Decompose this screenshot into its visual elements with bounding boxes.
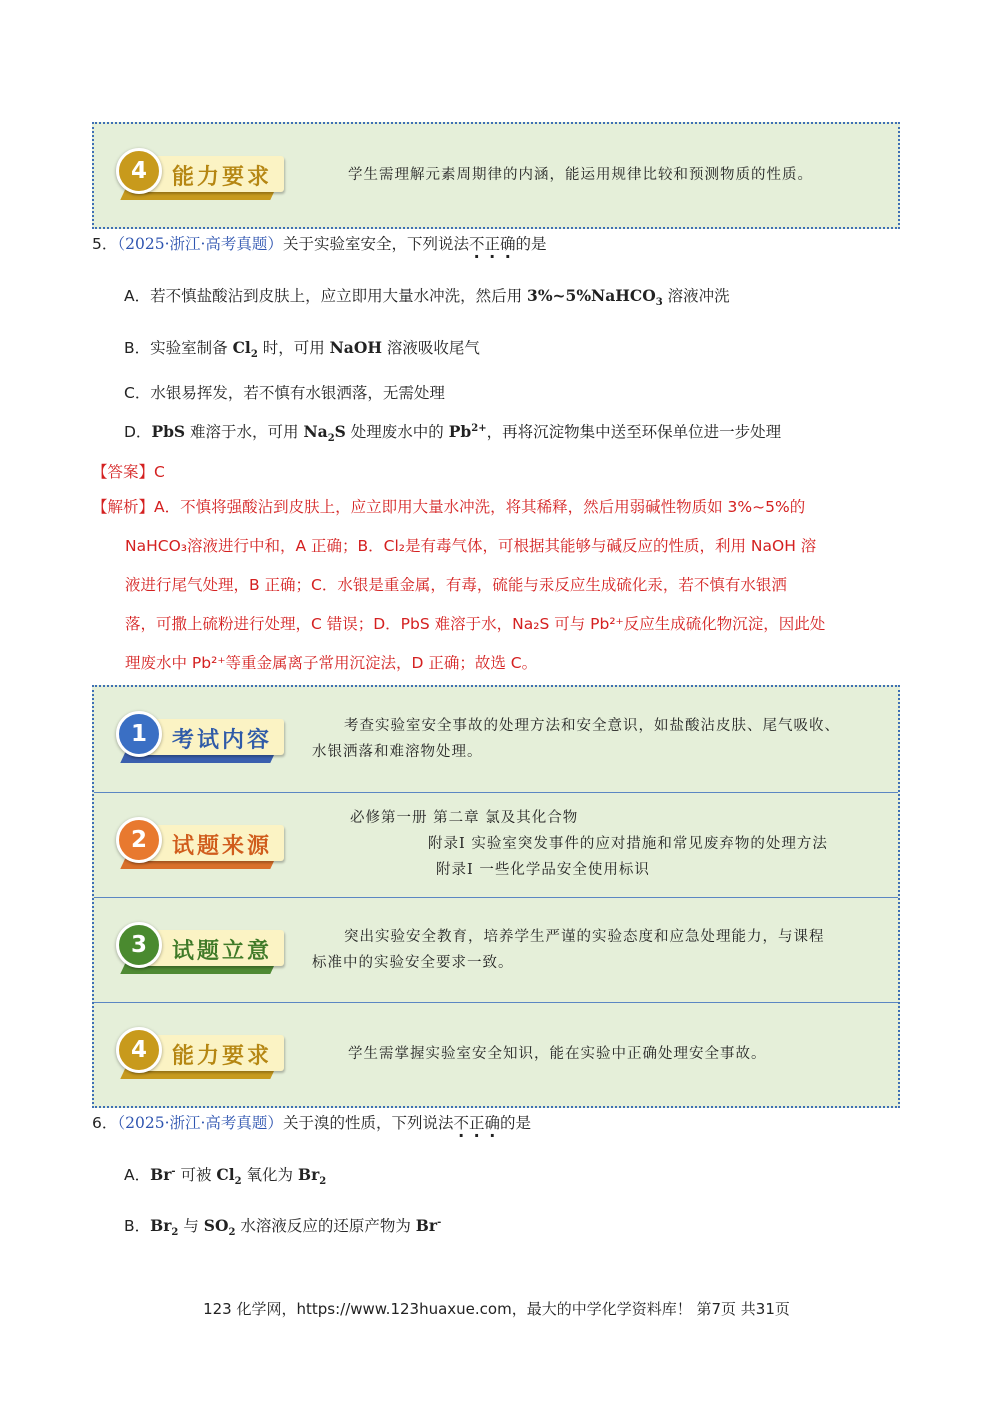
option-a: A．若不慎盐酸沾到皮肤上，应立即用大量水冲洗，然后用 3%~5%NaHCO$_3$ 溶液冲洗 — [124, 286, 730, 309]
badge-capability-2: 4 能力要求 — [116, 1027, 284, 1081]
question-source: （2025·浙江·高考真题） — [117, 235, 283, 253]
page-footer: 123 化学网，https://www.123huaxue.com，最大的中学化学资料库！ 第7页 共31页 — [203, 1300, 790, 1318]
badge-exam-content: 1 考试内容 — [116, 711, 284, 765]
question-number: 6． — [92, 1114, 118, 1132]
question-5-stem: 5．（2025·浙江·高考真题）关于实验室安全，下列说法不正确的是 — [92, 235, 547, 253]
intent-text: 突出实验安全教育，培养学生严谨的实验态度和应急处理能力，与课程 标准中的实验安全要求一致。 — [312, 929, 825, 971]
badge-source: 2 试题来源 — [116, 817, 284, 871]
exam-content-text: 考查实验室安全事故的处理方法和安全意识，如盐酸沾皮肤、尾气吸收、 水银洒落和难溶物处理。 — [312, 718, 840, 760]
question-6-stem: 6．（2025·浙江·高考真题）关于溴的性质，下列说法不正确的是 — [92, 1114, 532, 1132]
option-b: B．实验室制备 $Cl_2$ 时，可用 NaOH 溶液吸收尾气 — [124, 338, 480, 361]
badge-number: 4 — [116, 148, 162, 194]
analysis-label: 【解析】 — [92, 498, 155, 516]
info-row-intent — [94, 897, 898, 1002]
capability-text: 学生需理解元素周期律的内涵，能运用规律比较和预测物质的性质。 — [348, 167, 813, 183]
info-row-source — [94, 792, 898, 897]
badge-capability — [116, 148, 284, 202]
option-a: A．Br- 可被 $Cl_2$ 氧化为 $Br_2$ — [124, 1165, 327, 1188]
option-b: B．$Br_2$ 与 $SO_2$ 水溶液反应的还原产物为 Br- — [124, 1216, 442, 1239]
badge-intent: 3 试题立意 — [116, 922, 284, 976]
question-source: （2025·浙江·高考真题） — [117, 1114, 283, 1132]
badge-label: 能力要求 — [172, 164, 273, 190]
question-number: 5． — [92, 235, 118, 253]
info-box — [92, 685, 900, 1108]
option-c: C．水银易挥发，若不慎有水银洒落，无需处理 — [124, 384, 445, 402]
source-text: 必修第一册 第二章 氯及其化合物 附录Ⅰ 实验室突发事件的应对措施和常见废弃物的处理方法 附录Ⅰ 一些化学品安全使用标识 — [350, 810, 828, 878]
analysis: 【解析】A．不慎将强酸沾到皮肤上，应立即用大量水冲洗，将其稀释，然后用弱碱性物质如 3%~5%的 NaHCO₃溶液进行中和，A 正确；B．Cl₂是有毒气体，可根据其能够与碱反应的性质，利用 NaOH 溶 液进行尾气处理，B 正确；C．水银是重金属，有毒，硫能与汞反应生成硫化汞，若不慎有水银洒 落，可撒上硫粉进行处理，C 错误；D．PbS 难溶于水，Na₂S 可与 Pb²⁺反应生成硫化物沉淀，因此处 理废水中 Pb²⁺等重金属离子常用沉淀法，D 正确；故选 C。 — [92, 498, 826, 672]
capability-box-top — [92, 122, 900, 229]
option-d: D．PbS 难溶于水，可用 $Na_2S$ 处理废水中的 $Pb^{2+}$，再将沉淀物集中送至环保单位进一步处理 — [124, 422, 782, 445]
capability-text-2: 学生需掌握实验室安全知识，能在实验中正确处理安全事故。 — [348, 1046, 767, 1062]
info-row-capability — [94, 1002, 898, 1106]
info-row-exam-content — [94, 687, 898, 792]
emphasis-text: 不正确 — [453, 1114, 500, 1132]
answer: 【答案】C — [92, 463, 165, 481]
emphasis-text: 不正确 — [468, 235, 516, 253]
